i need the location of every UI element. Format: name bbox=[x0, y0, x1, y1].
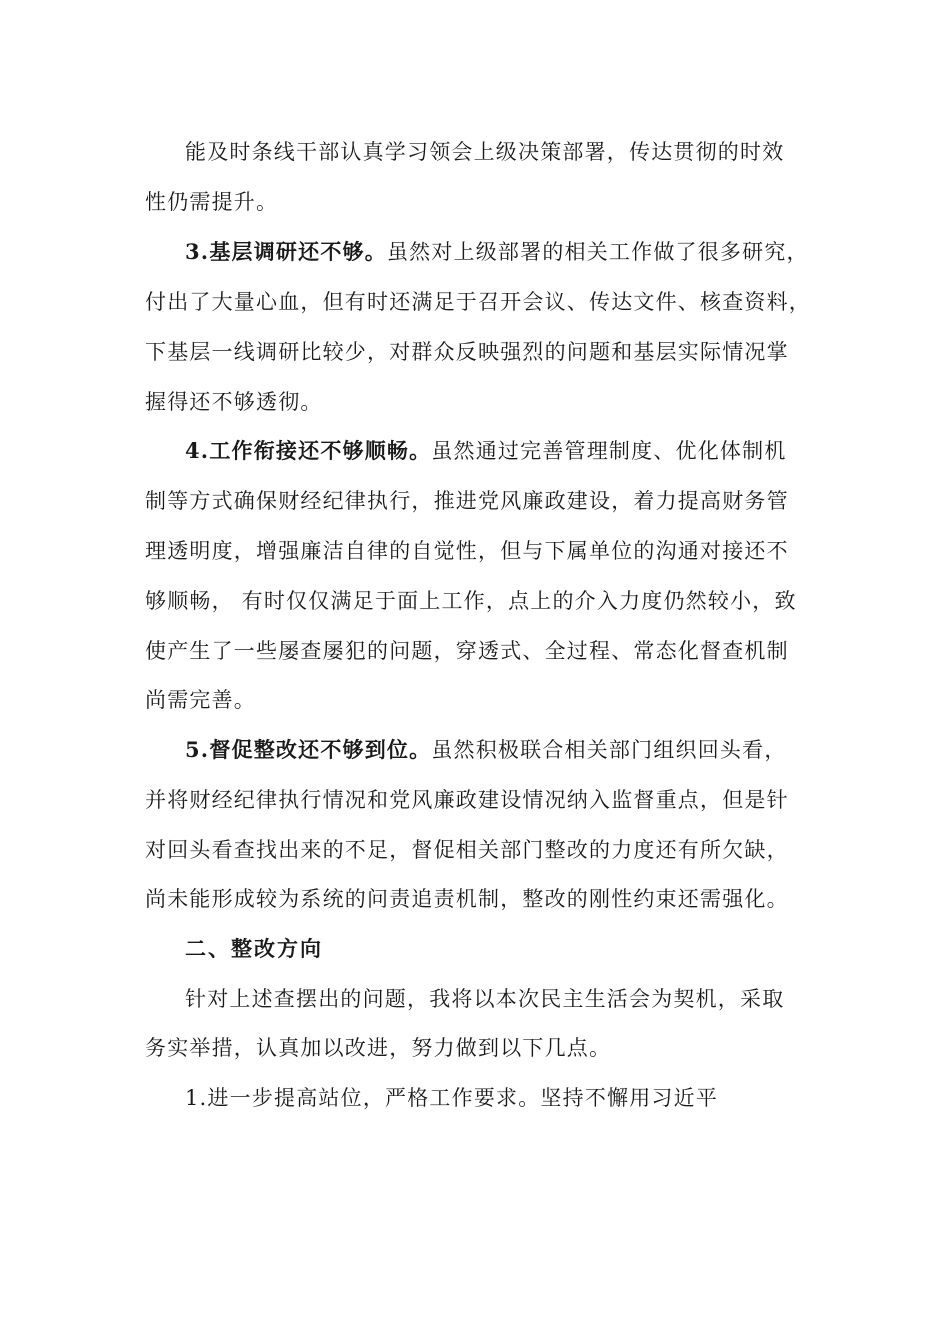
line-text: 理透明度，增强廉洁自律的自觉性，但与下属单位的沟通对接还不 bbox=[145, 539, 789, 563]
item-heading: 5.督促整改还不够到位。 bbox=[185, 737, 432, 762]
paragraph-line bbox=[185, 436, 787, 466]
paragraph-line bbox=[185, 1083, 718, 1113]
line-text: 1.进一步提高站位，严格工作要求。坚持不懈用习近平 bbox=[185, 1086, 719, 1110]
line-text: 虽然对上级部署的相关工作做了很多研究， bbox=[386, 240, 809, 264]
paragraph-line bbox=[145, 337, 789, 367]
line-text: 付出了大量心血，但有时还满足于召开会议、传达文件、核查资料， bbox=[145, 290, 811, 314]
paragraph-line bbox=[185, 735, 787, 765]
paragraph-line bbox=[145, 187, 278, 217]
line-text: 制等方式确保财经纪律执行，推进党风廉政建设，着力提高财务管 bbox=[145, 489, 789, 513]
paragraph-line bbox=[185, 984, 784, 1014]
line-text: 够顺畅， 有时仅仅满足于面上工作，点上的介入力度仍然较小，致 bbox=[145, 589, 797, 613]
line-text: 下基层一线调研比较少，对群众反映强烈的问题和基层实际情况掌 bbox=[145, 340, 789, 364]
section-heading bbox=[185, 934, 323, 964]
paragraph-line bbox=[185, 137, 784, 167]
line-text: 针对上述查摆出的问题，我将以本次民主生活会为契机，采取 bbox=[185, 987, 785, 1011]
paragraph-line bbox=[145, 1033, 611, 1063]
line-text: 尚需完善。 bbox=[145, 688, 256, 712]
paragraph-line bbox=[145, 835, 789, 865]
paragraph-line bbox=[145, 387, 323, 417]
line-text: 尚未能形成较为系统的问责追责机制，整改的刚性约束还需强化。 bbox=[145, 887, 789, 911]
item-heading: 4.工作衔接还不够顺畅。 bbox=[185, 438, 432, 463]
paragraph-line bbox=[145, 685, 256, 715]
paragraph-line bbox=[145, 586, 797, 616]
line-text: 性仍需提升。 bbox=[145, 190, 279, 214]
paragraph-line bbox=[145, 884, 789, 914]
paragraph-line bbox=[145, 486, 789, 516]
item-heading: 3.基层调研还不够。 bbox=[185, 239, 387, 264]
paragraph-line bbox=[145, 636, 789, 666]
line-text: 握得还不够透彻。 bbox=[145, 390, 323, 414]
paragraph-line bbox=[145, 536, 789, 566]
line-text: 虽然积极联合相关部门组织回头看， bbox=[431, 738, 787, 762]
line-text: 务实举措，认真加以改进，努力做到以下几点。 bbox=[145, 1036, 612, 1060]
line-text: 能及时条线干部认真学习领会上级决策部署，传达贯彻的时效 bbox=[185, 140, 785, 164]
line-text: 使产生了一些屡查屡犯的问题，穿透式、全过程、常态化督查机制 bbox=[145, 639, 789, 663]
paragraph-line bbox=[145, 287, 811, 317]
paragraph-line bbox=[145, 785, 789, 815]
line-text: 对回头看查找出来的不足，督促相关部门整改的力度还有所欠缺， bbox=[145, 838, 789, 862]
section-heading-text: 二、整改方向 bbox=[185, 937, 323, 961]
line-text: 虽然通过完善管理制度、优化体制机 bbox=[431, 439, 787, 463]
paragraph-line bbox=[185, 237, 809, 267]
line-text: 并将财经纪律执行情况和党风廉政建设情况纳入监督重点，但是针 bbox=[145, 788, 789, 812]
